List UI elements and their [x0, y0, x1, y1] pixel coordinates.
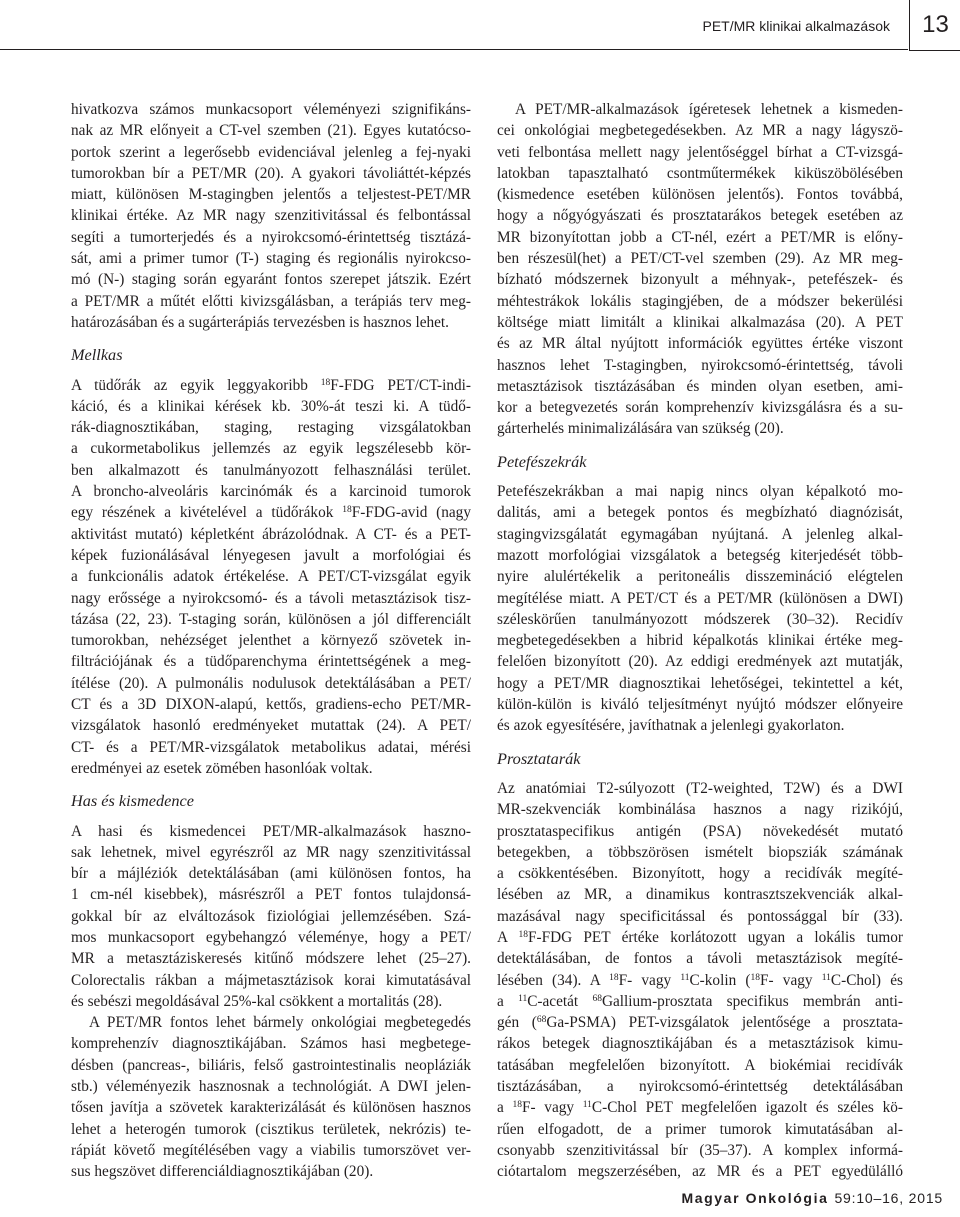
text-line: rápiát követő megítélésében vagy a viabilis tumorszövet ver- [71, 1141, 471, 1159]
superscript: 11 [582, 1100, 592, 1111]
text-fragment: Ga-PSMA) PET-vizsgálatok jelentősége a prosztata- [546, 1014, 904, 1032]
text-line: A PET/MR fontos lehet bármely onkológiai megbetegedés [89, 1014, 471, 1032]
superscript: 68 [536, 1015, 547, 1026]
superscript: 11 [680, 972, 690, 983]
text-line: tősen javítja a szövetek karakterizálását és különösen hasznos [71, 1099, 471, 1117]
text-line [71, 502, 471, 523]
text-line: vizsgálatok hasonló eredményeket mutattak (24). A PET/ [71, 717, 471, 735]
text-line: ben részesül(het) a PET/CT-vel szemben (29). Az MR meg- [497, 250, 903, 268]
text-line: stagingvizsgálatát egymagában nyújtaná. A jelenleg alkal- [497, 525, 903, 543]
running-header [0, 0, 908, 50]
page-number-box [909, 0, 960, 51]
text-line: betegekben, a többszörösen ismételt biopsziák számának [497, 843, 903, 861]
text-line: ítélése (20). A pulmonális nodulusok detektálásában a PET/ [71, 674, 471, 692]
left-column [71, 99, 471, 1183]
text-line: és azok egyesítésére, javíthatnak a jelenlegi gyakorlaton. [497, 717, 845, 735]
text-fragment: A [497, 928, 519, 946]
text-line: veti felbontása mellett nagy jelentőséggel bírhat a CT-vizsgá- [497, 143, 903, 161]
text-fragment: C-Chol) és [830, 971, 903, 989]
section-heading: Petefészekrák [497, 451, 587, 471]
text-line: bír a májléziók detektálásában (ami különösen fontos, ha [71, 865, 471, 883]
running-title: PET/MR klinikai alkalmazások [702, 18, 890, 34]
text-line: méhtestrákok lokális stagingjében, de a módszer bekerülési [497, 292, 903, 310]
text-line: dalitás, ami a betegek pontos és megbízható diagnózisát, [497, 504, 903, 522]
text-line: és az MR által nyújtott információk együttes értéke viszont [497, 335, 903, 353]
text-fragment: egy részének a kivételével a tüdőrákok [71, 504, 343, 522]
text-line: hogy a nőgyógyászati és prosztatarákos betegek esetében az [497, 207, 903, 225]
superscript: 11 [821, 972, 831, 983]
text-line: tumorokban bír a PET/MR (20). A gyakori távoliáttét-képzés [71, 164, 471, 182]
text-line: metasztázisok tisztázásában és minden olyan esetben, ami- [497, 377, 903, 395]
text-line: külön-külön is kiváló teljesítményt nyújtó módszer előnyeire [497, 696, 903, 714]
text-line: sus hegszövet differenciáldiagnosztikájában (20). [71, 1163, 374, 1181]
text-line: lehet a heterogén tumorok (cisztikus területek, nekrózis) te- [71, 1120, 471, 1138]
text-line: tisztázásában, a nyirokcsomó-érintettség detektálásában [497, 1078, 903, 1096]
text-line: lésében az MR, a dinamikus kontrasztszekvenciák alkal- [497, 886, 903, 904]
text-line: eredményei az esetek zömében hasonlóak voltak. [71, 759, 373, 777]
text-line: MR a metasztáziskeresés kitűnő módszere lehet (25–27). [71, 950, 471, 968]
text-fragment: C-Chol PET megfelelően igazolt és széles kö- [591, 1099, 903, 1117]
text-line: a csökkentésében. Bizonyított, hogy a recidívák megíté- [497, 865, 903, 883]
text-line: költsége miatt limitált a klinikai alkalmazása (20). A PET [497, 313, 903, 331]
text-line: mó (N-) staging során egyaránt fontos szerepet játszik. Ezért [71, 271, 471, 289]
superscript: 18 [518, 929, 528, 940]
text-line: sát, ami a primer tumor (T-) staging és regionális nyirokcso- [71, 250, 471, 268]
text-line: komprehenzív diagnosztikájában. Számos hasi megbetege- [71, 1035, 471, 1053]
text-line: mazott morfológiai vizsgálatok a betegség kiterjedését több- [497, 546, 903, 564]
text-line: A broncho-alveoláris karcinómák és a karcinoid tumorok [71, 483, 471, 501]
text-line: és sebészi megoldásával 25%-kal csökkent a mortalitás (28). [71, 992, 443, 1010]
text-fragment: a [497, 1099, 513, 1117]
superscript: 18 [609, 972, 619, 983]
superscript: 11 [518, 993, 528, 1004]
superscript: 18 [750, 972, 761, 983]
text-line: CT és a 3D DIXON-alapú, kettős, gradiens-echo PET/MR- [71, 696, 471, 714]
text-line: Colorectalis rákban a májmetasztázisok korai kimutatásával [71, 971, 471, 989]
text-line: cei onkológiai megbetegedésekben. Az MR a nagy lágyszö- [497, 122, 903, 140]
text-line: a cukormetabolikus jellemzés az egyik legszélesebb kör- [71, 440, 471, 458]
text-line: a funkcionális adatok értékelése. A PET/CT-vizsgálat egyik [71, 568, 471, 586]
text-fragment: a [497, 992, 519, 1010]
text-line [497, 927, 903, 948]
superscript: 18 [512, 1100, 522, 1111]
text-line: tázása (22, 23). T-staging során, különösen a jól differenciált [71, 610, 471, 628]
text-line: gokkal bír az elváltozások fiziológiai jellemzésében. Szá- [71, 907, 471, 925]
text-fragment: F- vagy [760, 971, 822, 989]
text-line: mos munkacsoport egybehangzó véleménye, hogy a PET/ [71, 928, 471, 946]
text-line [497, 991, 903, 1012]
text-fragment: F- vagy [522, 1099, 583, 1117]
text-line: káció, és a klinikai kérések kb. 30%-át teszi ki. A tüdő- [71, 397, 471, 415]
page-number: 13 [922, 11, 949, 38]
section-heading: Mellkas [71, 345, 123, 365]
text-line: felelően bizonyított (20). Az eddigi eredmények azt mutatják, [497, 653, 903, 671]
text-line: aktivitást mutató) képletként ábrázolódnak. A CT- és a PET- [71, 525, 471, 543]
text-line: nak az MR előnyeit a CT-vel szemben (21). Egyes kutatócso- [71, 122, 471, 140]
section-heading: Prosztatarák [497, 748, 581, 768]
text-line: rákos betegek diagnosztikájában és a metasztázisok kimu- [497, 1035, 903, 1053]
text-line: MR bizonyítottan jobb a CT-nél, ezért a PET/MR is előny- [497, 228, 903, 246]
text-line: mazásával nagy specificitással és pontossággal bír (33). [497, 907, 903, 925]
text-line: Az anatómiai T2-súlyozott (T2-weighted, T2W) és a DWI [497, 779, 903, 797]
right-column [497, 99, 903, 1183]
text-fragment: Gallium-prosztata specifikus membrán anti- [601, 992, 903, 1010]
text-line: detektálásában, de fontos a távoli metasztázisok megíté- [497, 950, 903, 968]
text-fragment: A tüdőrák az egyik leggyakoribb [71, 376, 321, 394]
text-line: Petefészekrákban a mai napig nincs olyan képalkotó mo- [497, 483, 903, 501]
text-fragment: C-kolin ( [689, 971, 751, 989]
text-line: sak lehetnek, mivel egyrészről az MR nagy szenzitivitással [71, 843, 471, 861]
text-line: filtrációjának és a tüdőparenchyma érintettségének a meg- [71, 653, 471, 671]
text-line: kor a betegvezetés során komprehenzív kivizsgálásra és a su- [497, 399, 903, 417]
text-line: klinikai értéke. Az MR nagy szenzitivitással és felbontással [71, 207, 471, 225]
text-line: nyire alulértékelik a peritoneális disszemináció elégtelen [497, 568, 903, 586]
superscript: 18 [342, 505, 352, 516]
journal-issue: 59:10–16, 2015 [834, 1190, 943, 1206]
text-line: tatásában megfelelően bizonyított. A biokémiai recidívák [497, 1056, 903, 1074]
text-fragment: F- vagy [618, 971, 681, 989]
text-line: latokban tapasztalható csontműtermékek kiküszöbölésében [497, 164, 903, 182]
text-line: megítélése miatt. A PET/CT és a PET/MR (különösen a DWI) [497, 589, 903, 607]
text-line: rűen elfogadott, de a primer tumorok kimutatásában al- [497, 1120, 903, 1138]
text-line: rák-diagnosztikában, staging, restaging vizsgálatokban [71, 419, 471, 437]
text-line: bízható módszernek bizonyult a méhnyak-, petefészek- és [497, 271, 903, 289]
journal-name: Magyar Onkológia [681, 1190, 829, 1206]
text-fragment: F-FDG PET értéke korlátozott ugyan a lokális tumor [527, 928, 903, 946]
text-line: hasznos lehet T-stagingben, nyirokcsomó-érintettség, távoli [497, 356, 903, 374]
text-line: ciótartalom megszerzésében, az MR és a PET egyedülálló [497, 1163, 903, 1181]
text-fragment: lésében (34). A [497, 971, 610, 989]
text-line: portok szerint a legerősebb evidenciával jelenleg a fej-nyaki [71, 143, 471, 161]
text-line [497, 1097, 903, 1118]
text-line: prosztataspecifikus antigén (PSA) növekedését mutató [497, 822, 903, 840]
text-fragment: C-acetát [527, 992, 593, 1010]
text-line: határozásában és a sugárterápiás tervezésben is hasznos lehet. [71, 313, 450, 331]
text-fragment: F-FDG PET/CT-indi- [330, 376, 471, 394]
text-line: ben alkalmazott és tanulmányozott felhasználási terület. [71, 461, 471, 479]
text-line: désben (pancreas-, biliáris, felső gastrointestinalis neopláziák [71, 1056, 471, 1074]
text-line: CT- és a PET/MR-vizsgálatok metabolikus adatai, mérési [71, 738, 471, 756]
text-fragment: F-FDG-avid (nagy [351, 504, 471, 522]
section-heading: Has és kismedence [71, 791, 194, 811]
text-line: segíti a tumorterjedés és a nyirokcsomó-érintettség tisztázá- [71, 228, 471, 246]
text-line: miatt, különösen M-stagingben jelentős a teljestest-PET/MR [71, 186, 471, 204]
text-line: stb.) véleményezik hasznosnak a technológiát. A DWI jelen- [71, 1078, 471, 1096]
text-line [497, 1012, 903, 1033]
text-line: tumorokban, nehézséget jelenthet a környező szövetek in- [71, 632, 471, 650]
text-line [71, 375, 471, 396]
text-line: hogy a PET/MR diagnosztikai lehetőségei, tekintettel a két, [497, 674, 903, 692]
text-line: képek fuzionálásával lényegesen javult a morfológiai és [71, 546, 471, 564]
text-fragment: gén ( [497, 1014, 537, 1032]
text-line: A PET/MR-alkalmazások ígéretesek lehetnek a kismeden- [515, 101, 903, 118]
superscript: 18 [320, 377, 331, 388]
text-line: gárterhelés minimalizálására van szükség (20). [497, 420, 784, 438]
text-line: széleskörűen tanulmányozott módszerek (30–32). Recidív [497, 610, 903, 628]
text-line: 1 cm-nél kisebbek), másrészről a PET fontos tulajdonsá- [71, 886, 471, 904]
text-line: (kismedence esetében különösen jelentős). Fontos továbbá, [497, 186, 903, 204]
text-line: megbetegedésekben a hibrid képalkotás klinikai értéke meg- [497, 632, 903, 650]
text-line: nagy erőssége a nyirokcsomó- és a távoli metasztázisok tisz- [71, 589, 471, 607]
text-line: A hasi és kismedencei PET/MR-alkalmazások haszno- [71, 822, 471, 840]
text-line: hivatkozva számos munkacsoport véleményezi szignifikáns- [71, 101, 471, 118]
footer-citation [682, 1190, 944, 1206]
text-line: csonyabb szenzitivitással bír (35–37). A komplex informá- [497, 1141, 903, 1159]
text-line: MR-szekvenciák kombinálása hasznos a nagy rizikójú, [497, 801, 903, 819]
superscript: 68 [592, 993, 602, 1004]
text-line: a PET/MR a műtét előtti kivizsgálásban, a terápiás terv meg- [71, 292, 471, 310]
text-line [497, 970, 903, 991]
